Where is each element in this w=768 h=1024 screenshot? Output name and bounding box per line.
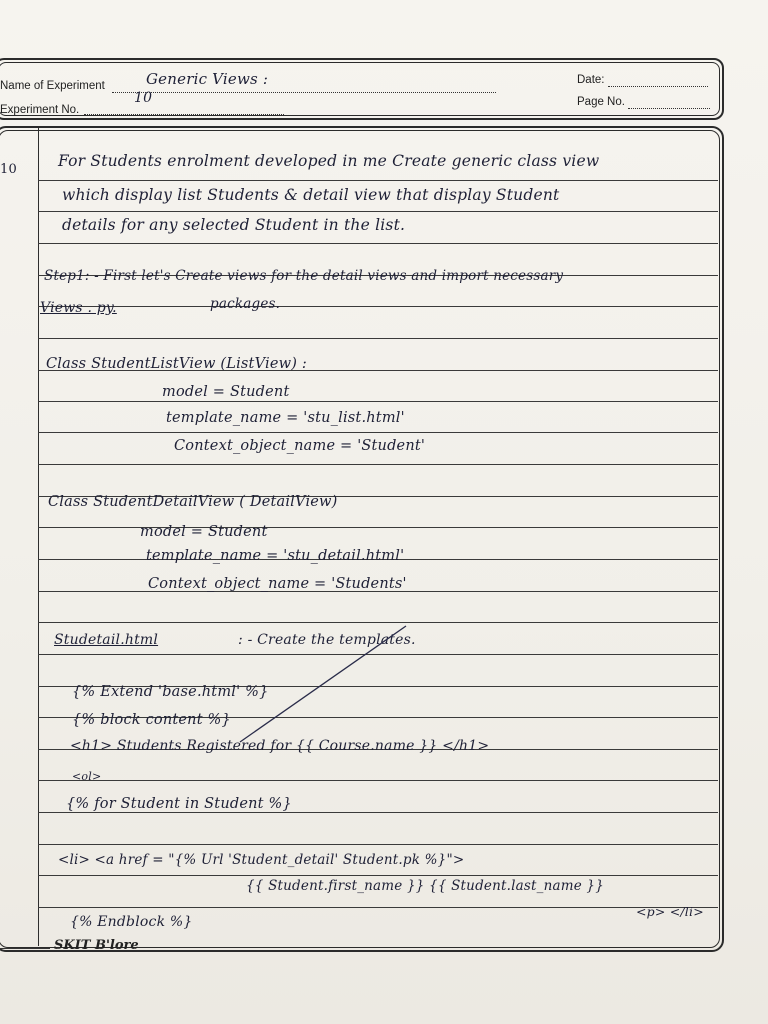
handwritten-line: Context_object_name = 'Student' <box>174 438 426 454</box>
handwritten-line: {{ Student.first_name }} {{ Student.last_name }} <box>246 878 604 894</box>
ruled-line <box>38 306 718 307</box>
experiment-no-dots <box>84 114 284 115</box>
margin-number: 10 <box>0 162 17 177</box>
ruled-area <box>0 126 724 952</box>
handwritten-line: <ol> <box>72 770 102 783</box>
ruled-line <box>38 243 718 244</box>
handwritten-line: : - Create the templates. <box>238 632 416 648</box>
ruled-line <box>38 211 718 212</box>
ruled-line <box>38 780 718 781</box>
handwritten-line: packages. <box>210 296 281 312</box>
handwritten-line: model = Student <box>140 524 268 540</box>
ruled-line <box>38 338 718 339</box>
handwritten-line: <p> </li> <box>636 904 704 919</box>
name-of-experiment-dots <box>112 92 496 93</box>
ruled-line <box>38 844 718 845</box>
handwritten-line: Studetail.html <box>54 632 159 648</box>
handwritten-line: For Students enrolment developed in me Create generic class view <box>58 152 600 170</box>
handwritten-line: {% Extend 'base.html' %} <box>72 684 269 700</box>
date-dots <box>608 86 708 87</box>
experiment-no-label: Experiment No. <box>0 104 80 116</box>
experiment-name-value: Generic Views : <box>146 70 269 88</box>
ruled-line <box>38 812 718 813</box>
handwritten-line: <li> <a href = "{% Url 'Student_detail' Student.pk %}"> <box>58 852 465 868</box>
page-no-dots <box>628 108 710 109</box>
footer-label: SKIT B'lore <box>54 938 139 953</box>
header-box <box>0 58 724 120</box>
handwritten-line: {% Endblock %} <box>70 914 193 930</box>
footer-rule <box>0 948 50 949</box>
ruled-line <box>38 622 718 623</box>
handwritten-line: Views . py. <box>40 300 117 316</box>
ruled-line <box>38 907 718 908</box>
handwritten-line: {% for Student in Student %} <box>66 796 292 812</box>
handwritten-line: {% block content %} <box>72 712 231 728</box>
strike-through-mark <box>238 624 408 744</box>
margin-line <box>38 128 39 946</box>
handwritten-line: details for any selected Student in the list. <box>62 216 406 234</box>
handwritten-line: Step1: - First let's Create views for the detail views and import necessary <box>44 268 564 284</box>
page-no-label: Page No. <box>577 96 625 108</box>
handwritten-line: which display list Students & detail view that display Student <box>62 186 560 204</box>
handwritten-line: <h1> Students Registered for {{ Course.name }} </h1> <box>70 738 490 754</box>
handwritten-line: Context_object_name = 'Students' <box>148 576 407 592</box>
handwritten-line: Class StudentListView (ListView) : <box>46 356 307 372</box>
ruled-line <box>38 432 718 433</box>
ruled-line <box>38 464 718 465</box>
ruled-line <box>38 401 718 402</box>
handwritten-line: template_name = 'stu_list.html' <box>166 410 405 426</box>
name-of-experiment-label: Name of Experiment <box>0 80 105 92</box>
handwritten-line: model = Student <box>162 384 290 400</box>
experiment-no-value: 10 <box>134 90 153 106</box>
date-label: Date: <box>577 74 605 86</box>
ruled-line <box>38 180 718 181</box>
ruled-line <box>38 875 718 876</box>
handwritten-line: template_name = 'stu_detail.html' <box>146 548 405 564</box>
handwritten-line: Class StudentDetailView ( DetailView) <box>48 494 338 510</box>
